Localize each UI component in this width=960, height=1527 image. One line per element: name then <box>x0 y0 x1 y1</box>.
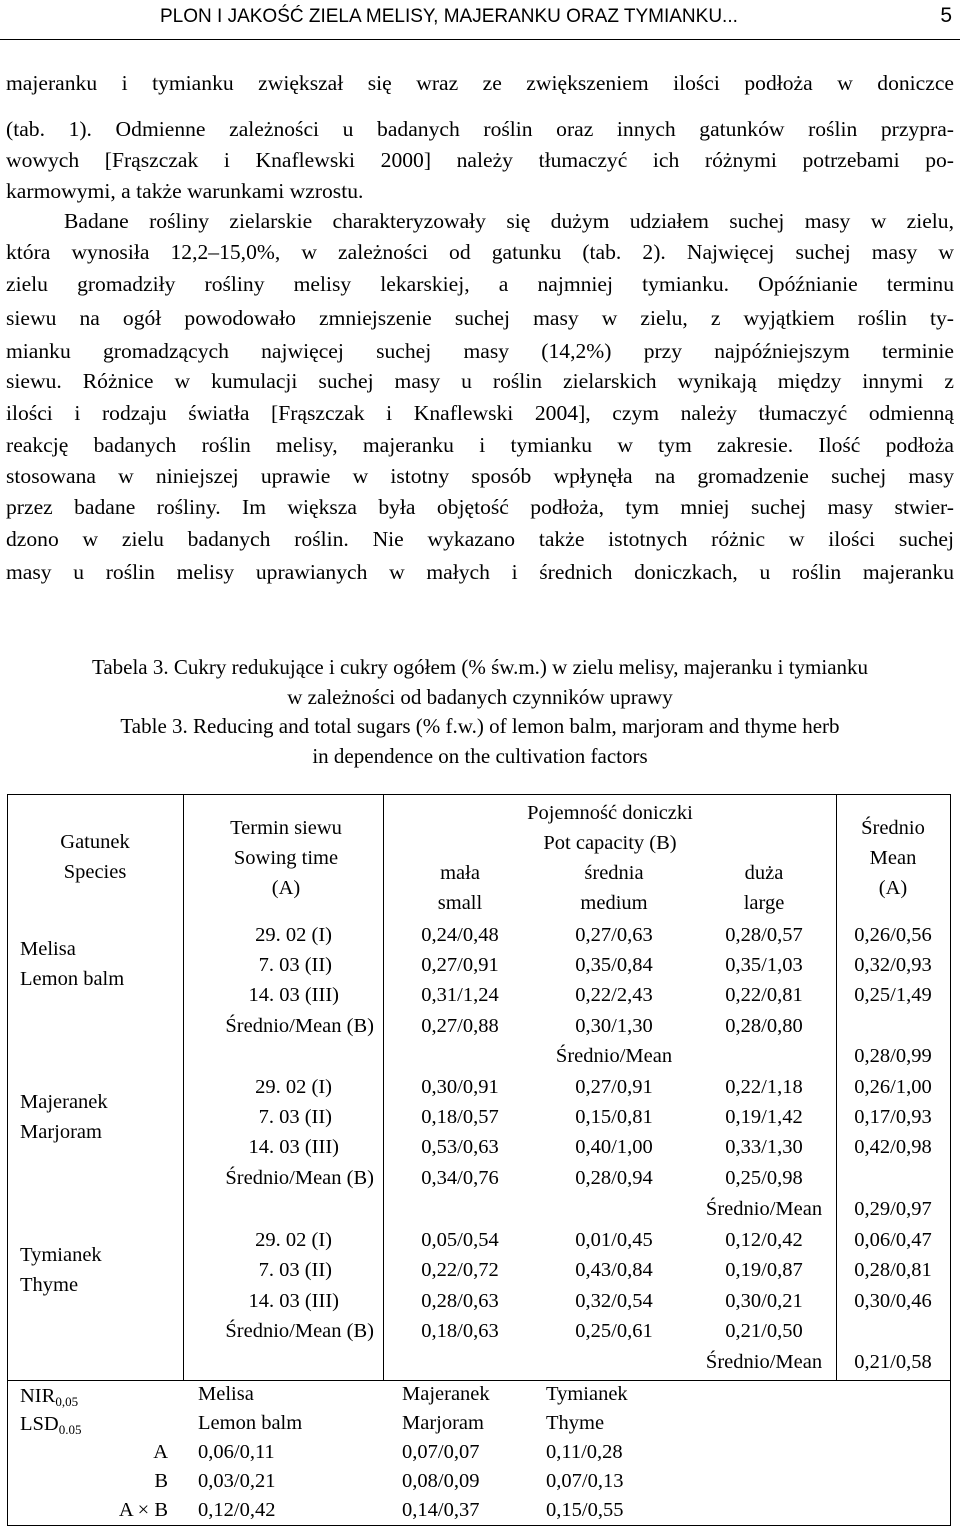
column-rule <box>183 794 184 1380</box>
header-large-pl: duża <box>744 862 784 884</box>
cell-mean: 0,06/0,47 <box>854 1229 932 1251</box>
caption-pl-line1: Tabela 3. Cukry redukujące i cukry ogółem (% św.m.) w zielu melisy, majeranku i tymianku <box>91 655 869 679</box>
cell-small: 0,05/0,54 <box>421 1229 499 1251</box>
body-line: mianku gromadzących najwięcej suchej masy (14,2%) przy najpóźniejszym terminie <box>6 339 954 363</box>
cell-small: 0,28/0,63 <box>421 1290 499 1312</box>
cell-medium: 0,43/0,84 <box>575 1259 653 1281</box>
cell-large: 0,19/0,87 <box>725 1259 803 1281</box>
column-rule <box>383 794 384 1380</box>
mean-b-small: 0,18/0,63 <box>421 1320 499 1342</box>
cell-small: 0,31/1,24 <box>421 984 499 1006</box>
cell-mean: 0,26/1,00 <box>854 1076 932 1098</box>
overall-mean-value: 0,28/0,99 <box>854 1045 932 1067</box>
header-mean-pl: Średnio <box>861 817 925 839</box>
cell-mean: 0,32/0,93 <box>854 954 932 976</box>
nir-label: $NIR_{0,05}$ <box>20 1385 79 1409</box>
cell-small: 0,53/0,63 <box>421 1136 499 1158</box>
lsd-col-majeranek-pl: Majeranek <box>402 1383 490 1405</box>
sowing-term: 7. 03 (II) <box>258 1106 332 1128</box>
header-pot-pl: Pojemność doniczki <box>527 802 693 824</box>
header-species-pl: Gatunek <box>60 831 130 853</box>
column-rule <box>836 794 837 1380</box>
body-line: wowych [Frąszczak i Knaflewski 2000] należy tłumaczyć ich różnymi potrzebami po- <box>6 148 954 172</box>
cell-large: 0,22/1,18 <box>725 1076 803 1098</box>
cell-large: 0,30/0,21 <box>725 1290 803 1312</box>
mean-b-small: 0,34/0,76 <box>421 1167 499 1189</box>
mean-b-medium: 0,28/0,94 <box>575 1167 653 1189</box>
body-line: (tab. 1). Odmienne zależności u badanych roślin oraz innych gatunków roślin przypra- <box>6 117 954 141</box>
lsd-col-melisa-pl: Melisa <box>198 1383 254 1405</box>
cell-medium: 0,27/0,63 <box>575 924 653 946</box>
lsd-col-tymianek-pl: Tymianek <box>546 1383 628 1405</box>
header-sowing-factor: (A) <box>271 877 301 899</box>
species-name-pl: Majeranek <box>20 1091 108 1113</box>
sowing-term: 29. 02 (I) <box>255 1229 332 1251</box>
species-name-en: Thyme <box>20 1274 79 1296</box>
cell-mean: 0,42/0,98 <box>854 1136 932 1158</box>
lsd-value: 0,03/0,21 <box>198 1470 276 1492</box>
sowing-term: 29. 02 (I) <box>255 924 332 946</box>
species-name-en: Marjoram <box>20 1121 102 1143</box>
mean-b-small: 0,27/0,88 <box>421 1015 499 1037</box>
overall-mean-label: Średnio/Mean <box>705 1351 823 1373</box>
cell-medium: 0,27/0,91 <box>575 1076 653 1098</box>
sowing-term: 14. 03 (III) <box>248 1136 339 1158</box>
mean-b-label: Średnio/Mean (B) <box>225 1167 374 1189</box>
sowing-term: 14. 03 (III) <box>248 1290 339 1312</box>
sowing-term: 29. 02 (I) <box>255 1076 332 1098</box>
caption-pl-line2: w zależności od badanych czynników uprawy <box>287 685 673 709</box>
lsd-col-tymianek-en: Thyme <box>546 1412 605 1434</box>
cell-large: 0,28/0,57 <box>725 924 803 946</box>
header-large-en: large <box>743 892 785 914</box>
species-name-en: Lemon balm <box>20 968 125 990</box>
overall-mean-label: Średnio/Mean <box>705 1198 823 1220</box>
body-line: masy u roślin melisy uprawianych w małych i średnich doniczkach, u roślin majeranku <box>6 560 954 584</box>
body-line: karmowymi, a także warunkami wzrostu. <box>6 179 364 203</box>
cell-large: 0,19/1,42 <box>725 1106 803 1128</box>
body-line: siewu na ogół powodowało zmniejszenie suchej masy w zielu, z wyjątkiem roślin ty- <box>6 306 954 330</box>
lsd-value: 0,11/0,28 <box>546 1441 623 1463</box>
body-line: która wynosiła 12,2–15,0%, w zależności od gatunku (tab. 2). Najwięcej suchej masy w <box>6 240 954 264</box>
header-mean-factor: (A) <box>878 877 908 899</box>
header-small-pl: mała <box>440 862 480 884</box>
overall-mean-value: 0,29/0,97 <box>854 1198 932 1220</box>
lsd-value: 0,07/0,07 <box>402 1441 480 1463</box>
caption-en-line2: in dependence on the cultivation factors <box>312 744 648 768</box>
mean-b-large: 0,25/0,98 <box>725 1167 803 1189</box>
lsd-value: 0,14/0,37 <box>402 1499 480 1521</box>
overall-mean-label: Średnio/Mean <box>555 1045 673 1067</box>
page-number: 5 <box>940 4 952 27</box>
mean-b-large: 0,21/0,50 <box>725 1320 803 1342</box>
body-line: stosowana w niniejszej uprawie w istotny sposób wpłynęła na gromadzenie suchej masy <box>6 464 954 488</box>
lsd-value: 0,08/0,09 <box>402 1470 480 1492</box>
lsd-col-melisa-en: Lemon balm <box>198 1412 303 1434</box>
mean-b-large: 0,28/0,80 <box>725 1015 803 1037</box>
cell-mean: 0,25/1,49 <box>854 984 932 1006</box>
running-head <box>0 0 960 40</box>
mean-b-medium: 0,25/0,61 <box>575 1320 653 1342</box>
header-sowing-pl: Termin siewu <box>230 817 342 839</box>
sowing-term: 7. 03 (II) <box>258 1259 332 1281</box>
caption-en-line1: Table 3. Reducing and total sugars (% f.w.) of lemon balm, marjoram and thyme herb <box>120 714 840 738</box>
cell-medium: 0,22/2,43 <box>575 984 653 1006</box>
cell-mean: 0,17/0,93 <box>854 1106 932 1128</box>
body-line: dzono w zielu badanych roślin. Nie wykazano także istotnych różnic w ilości suchej <box>6 527 954 551</box>
mean-b-label: Średnio/Mean (B) <box>225 1015 374 1037</box>
header-pot-en: Pot capacity (B) <box>543 832 677 854</box>
lsd-factor-a: A <box>153 1441 168 1463</box>
cell-medium: 0,40/1,00 <box>575 1136 653 1158</box>
body-line: przez badane rośliny. Im większa była objętość podłoża, tym mniej suchej masy stwier- <box>6 495 954 519</box>
body-line: majeranku i tymianku zwiększał się wraz ze zwiększeniem ilości podłoża w doniczce <box>6 71 954 95</box>
cell-small: 0,22/0,72 <box>421 1259 499 1281</box>
lsd-label: $LSD_{0.05}$ <box>20 1413 82 1437</box>
cell-small: 0,24/0,48 <box>421 924 499 946</box>
lsd-value: 0,07/0,13 <box>546 1470 624 1492</box>
cell-small: 0,30/0,91 <box>421 1076 499 1098</box>
header-sowing-en: Sowing time <box>233 847 339 869</box>
cell-mean: 0,28/0,81 <box>854 1259 932 1281</box>
body-line: Badane rośliny zielarskie charakteryzowały się dużym udziałem suchej masy w zielu, <box>64 209 954 233</box>
cell-medium: 0,01/0,45 <box>575 1229 653 1251</box>
mean-b-medium: 0,30/1,30 <box>575 1015 653 1037</box>
cell-large: 0,35/1,03 <box>725 954 803 976</box>
overall-mean-value: 0,21/0,58 <box>854 1351 932 1373</box>
cell-large: 0,33/1,30 <box>725 1136 803 1158</box>
sowing-term: 14. 03 (III) <box>248 984 339 1006</box>
lsd-factor-axb: A × B <box>118 1499 168 1521</box>
lsd-col-majeranek-en: Marjoram <box>402 1412 484 1434</box>
cell-medium: 0,32/0,54 <box>575 1290 653 1312</box>
sowing-term: 7. 03 (II) <box>258 954 332 976</box>
body-line: ilości i rodzaju światła [Frąszczak i Knaflewski 2004], czym należy tłumaczyć odmienną <box>6 401 954 425</box>
cell-mean: 0,26/0,56 <box>854 924 932 946</box>
header-medium-en: medium <box>580 892 648 914</box>
lsd-value: 0,15/0,55 <box>546 1499 624 1521</box>
cell-small: 0,27/0,91 <box>421 954 499 976</box>
cell-mean: 0,30/0,46 <box>854 1290 932 1312</box>
body-line: zielu gromadziły rośliny melisy lekarskiej, a najmniej tymianku. Opóźnianie terminu <box>6 272 954 296</box>
header-small-en: small <box>437 892 483 914</box>
lsd-value: 0,12/0,42 <box>198 1499 276 1521</box>
cell-medium: 0,35/0,84 <box>575 954 653 976</box>
cell-large: 0,22/0,81 <box>725 984 803 1006</box>
mean-b-label: Średnio/Mean (B) <box>225 1320 374 1342</box>
lsd-value: 0,06/0,11 <box>198 1441 275 1463</box>
species-name-pl: Tymianek <box>20 1244 102 1266</box>
running-title: PLON I JAKOŚĆ ZIELA MELISY, MAJERANKU ORAZ TYMIANKU... <box>160 6 738 27</box>
cell-small: 0,18/0,57 <box>421 1106 499 1128</box>
header-species-en: Species <box>63 861 127 883</box>
cell-large: 0,12/0,42 <box>725 1229 803 1251</box>
body-line: reakcję badanych roślin melisy, majeranku i tymianku w tym zakresie. Ilość podłoża <box>6 433 954 457</box>
header-medium-pl: średnia <box>584 862 644 884</box>
species-name-pl: Melisa <box>20 938 76 960</box>
header-mean-en: Mean <box>869 847 917 869</box>
cell-medium: 0,15/0,81 <box>575 1106 653 1128</box>
body-line: siewu. Różnice w kumulacji suchej masy u roślin zielarskich wynikają między innymi z <box>6 369 954 393</box>
lsd-factor-b: B <box>154 1470 168 1492</box>
